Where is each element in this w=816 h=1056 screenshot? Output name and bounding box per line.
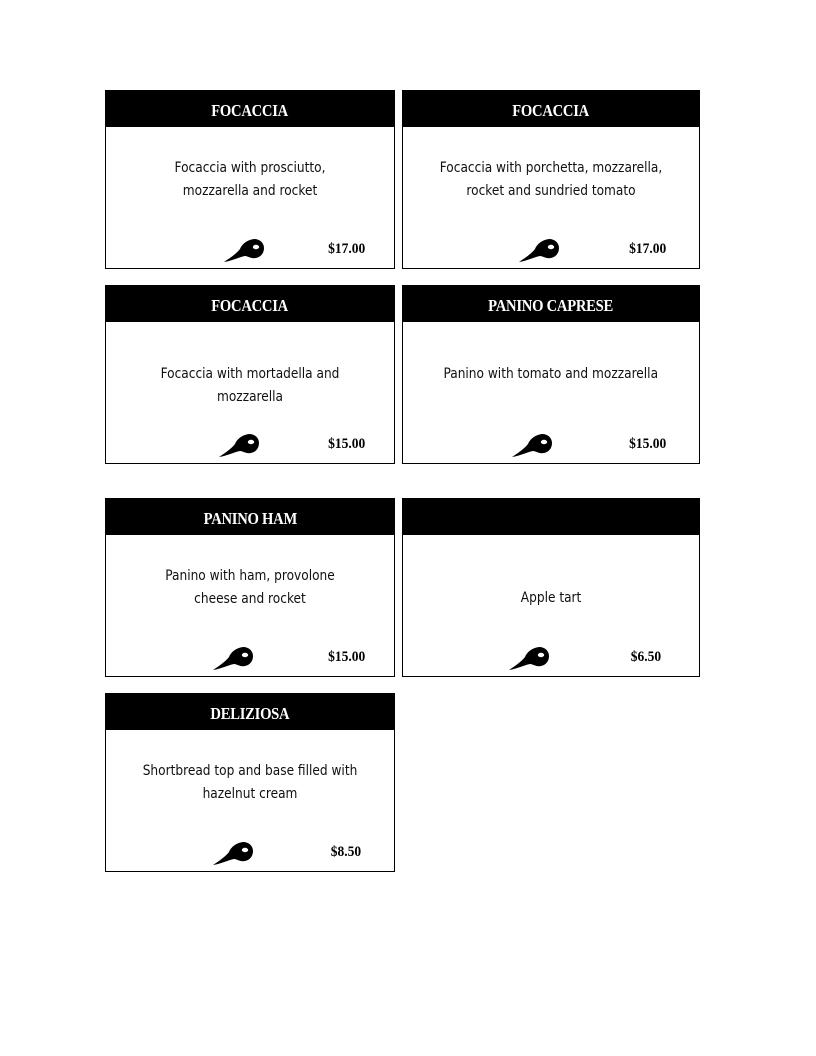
plague-mask-icon (510, 431, 554, 459)
menu-card (402, 90, 700, 269)
card-title: PANINO HAM (106, 499, 394, 535)
card-description: Focaccia with mortadella and mozzarella (160, 366, 340, 405)
card-price: $17.00 (328, 241, 366, 257)
card-price: $15.00 (328, 436, 366, 452)
card-price: $6.50 (630, 649, 662, 665)
card-price: $8.50 (330, 844, 362, 860)
plague-mask-icon (211, 644, 255, 672)
plague-mask-icon (517, 236, 561, 264)
card-title: FOCACCIA (106, 91, 394, 127)
menu-card (402, 285, 700, 464)
card-description: Focaccia with porchetta, mozzarella, rocket and sundried tomato (439, 160, 663, 199)
card-price: $15.00 (328, 649, 366, 665)
menu-card (105, 498, 395, 677)
plague-mask-icon (217, 431, 261, 459)
card-description: Panino with ham, provolone cheese and rocket (165, 568, 335, 607)
card-title: DELIZIOSA (106, 694, 394, 730)
menu-card (105, 90, 395, 269)
plague-mask-icon (211, 839, 255, 867)
card-description: Focaccia with prosciutto, mozzarella and rocket (174, 160, 326, 199)
plague-mask-icon (222, 236, 266, 264)
card-title: PANINO CAPRESE (403, 286, 699, 322)
menu-card (402, 498, 700, 677)
plague-mask-icon (507, 644, 551, 672)
menu-card (105, 693, 395, 872)
card-price: $17.00 (629, 241, 667, 257)
card-title: FOCACCIA (106, 286, 394, 322)
card-description: Apple tart (520, 590, 582, 606)
card-description: Shortbread top and base filled with hazelnut cream (142, 763, 358, 802)
card-price: $15.00 (629, 436, 667, 452)
card-title: FOCACCIA (403, 91, 699, 127)
card-title (403, 499, 699, 535)
menu-card (105, 285, 395, 464)
card-description: Panino with tomato and mozzarella (443, 366, 659, 382)
